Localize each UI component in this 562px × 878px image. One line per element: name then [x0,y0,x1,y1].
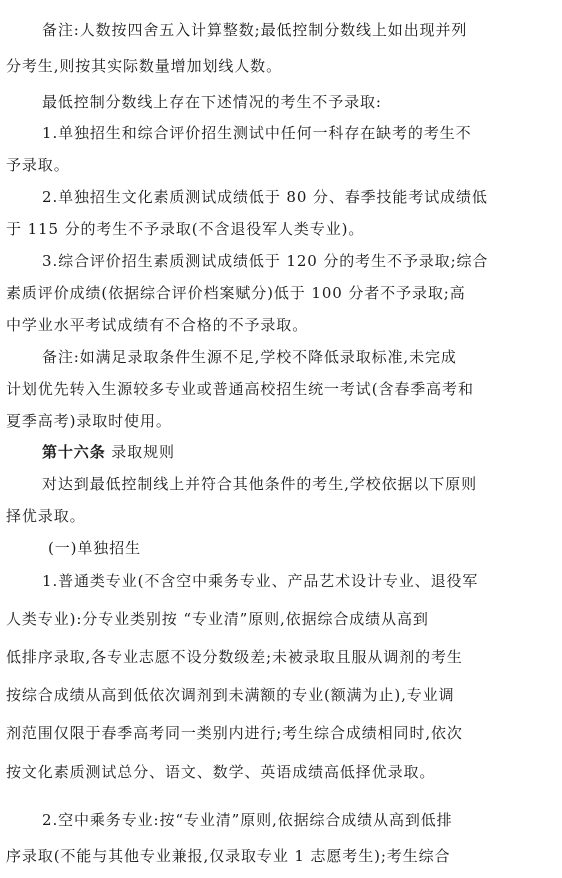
article-number: 第十六条 [42,443,106,461]
note-2-line-3: 夏季高考)录取时使用。 [6,412,172,430]
article-title: 录取规则 [111,443,175,461]
note-1-line-2: 分考生,则按其实际数量增加划线人数。 [6,57,282,75]
rule-3-line-3: 中学业水平考试成绩有不合格的不予录取。 [6,316,309,334]
rule-1-line-1: 1.单独招生和综合评价招生测试中任何一科存在缺考的考生不 [42,124,472,142]
article-16-heading [42,442,175,462]
article-16-line-1: 对达到最低控制线上并符合其他条件的考生,学校依据以下原则 [42,475,477,493]
rule-1-line-2: 予录取。 [6,156,70,174]
item-1-line-5: 剂范围仅限于春季高考同一类别内进行;考生综合成绩相同时,依次 [6,724,463,742]
note-1-line-1: 备注:人数按四舍五入计算整数;最低控制分数线上如出现并列 [42,21,468,39]
item-1-line-2: 人类专业):分专业类别按 “专业清”原则,依据综合成绩从高到 [6,610,429,628]
item-1-line-1: 1.普通类专业(不含空中乘务专业、产品艺术设计专业、退役军 [42,572,479,590]
rule-2-line-2: 于 115 分的考生不予录取(不含退役军人类专业)。 [6,220,365,238]
rule-2-line-1: 2.单独招生文化素质测试成绩低于 80 分、春季技能考试成绩低 [42,188,488,206]
rule-3-line-1: 3.综合评价招生素质测试成绩低于 120 分的考生不予录取;综合 [42,252,489,270]
note-2-line-2: 计划优先转入生源较多专业或普通高校招生统一考试(含春季高考和 [6,380,474,398]
item-1-line-6: 按文化素质测试总分、语文、数学、英语成绩高低择优录取。 [6,763,436,781]
article-16-line-2: 择优录取。 [6,507,86,525]
rejection-intro: 最低控制分数线上存在下述情况的考生不予录取: [42,93,382,111]
item-1-line-3: 低排序录取,各专业志愿不设分数级差;未被录取且服从调剂的考生 [6,648,463,666]
item-2-line-1: 2.空中乘务专业:按“专业清”原则,依据综合成绩从高到低排 [42,811,453,829]
section-heading: (一)单独招生 [48,539,142,557]
item-2-line-2: 序录取(不能与其他专业兼报,仅录取专业 1 志愿考生);考生综合 [6,847,451,865]
rule-3-line-2: 素质评价成绩(依据综合评价档案赋分)低于 100 分者不予录取;高 [6,284,466,302]
note-2-line-1: 备注:如满足录取条件生源不足,学校不降低录取标准,未完成 [42,348,457,366]
item-1-line-4: 按综合成绩从高到低依次调剂到未满额的专业(额满为止),专业调 [6,686,455,704]
